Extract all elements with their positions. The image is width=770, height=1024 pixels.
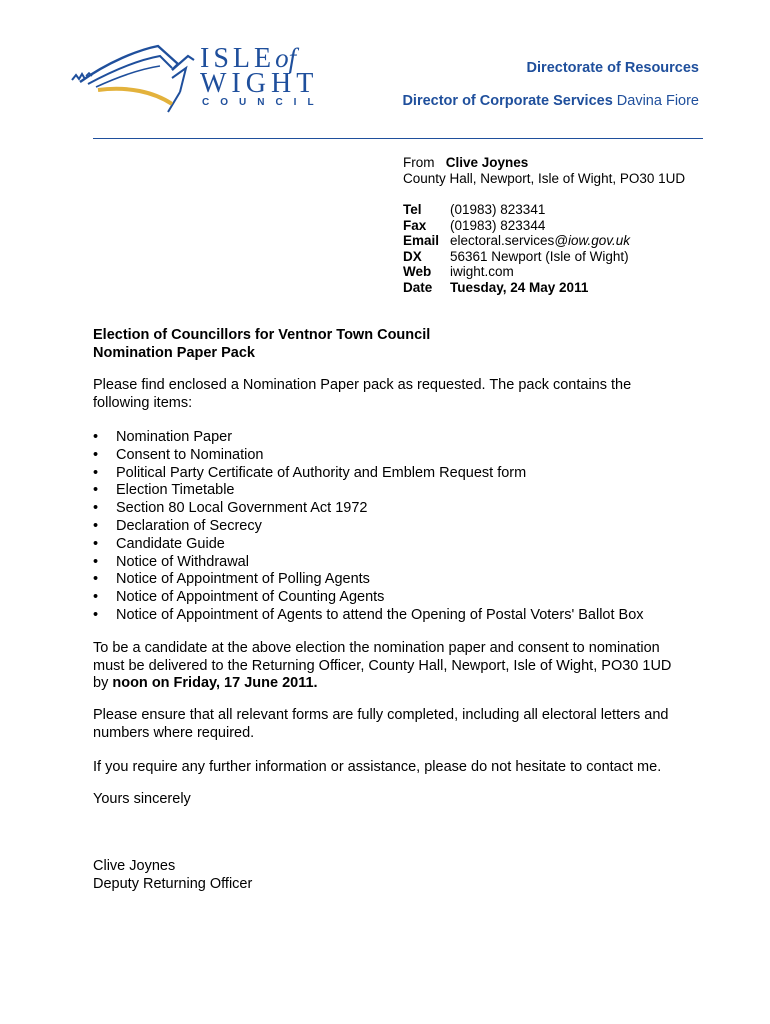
list-item: • Notice of Withdrawal xyxy=(93,553,249,570)
list-item: • Political Party Certificate of Authority and Emblem Request form xyxy=(93,464,527,481)
sender-name: Clive Joynes xyxy=(445,155,529,170)
list-item: • Candidate Guide xyxy=(93,535,225,552)
web-link[interactable]: iwight.com xyxy=(450,264,514,279)
sender-address: County Hall, Newport, Isle of Wight, PO30 1UD xyxy=(403,171,686,186)
signatory-name: Clive Joynes xyxy=(93,858,176,874)
letter-date: Tuesday, 24 May 2011 xyxy=(450,279,589,295)
director-name: Davina Fiore xyxy=(616,93,699,109)
list-item: • Notice of Appointment of Agents to attend the Opening of Postal Voters' Ballot Box xyxy=(93,606,644,623)
list-item: • Notice of Appointment of Counting Agents xyxy=(93,589,385,606)
contact-row-email: Email electoral.services@iow.gov.uk xyxy=(403,233,631,248)
directorate-heading: Directorate of Resources xyxy=(526,60,699,76)
email-link[interactable]: electoral.services@iow.gov.uk xyxy=(450,233,631,248)
list-item: • Consent to Nomination xyxy=(93,446,264,463)
contact-row-date: Date Tuesday, 24 May 2011 xyxy=(403,280,630,296)
logo-text-council: COUNCIL xyxy=(202,97,325,108)
contact-row-dx: DX 56361 Newport (Isle of Wight) xyxy=(403,248,629,264)
logo-text-wight: WIGHT xyxy=(200,68,319,99)
contact-row-tel: Tel (01983) 823341 xyxy=(403,202,546,217)
closing-salutation: Yours sincerely xyxy=(93,791,191,807)
enclosed-items-list xyxy=(93,429,723,625)
deadline-paragraph: To be a candidate at the above election the nomination paper and consent to nomination must be delivered to the Returning Officer, County Hall, Newport, Isle of Wight, PO30 1UD by noon on Friday, 17 June 2011. xyxy=(93,640,672,691)
list-item: • Nomination Paper xyxy=(93,429,233,445)
logo-text-isle-of: ISLEof xyxy=(200,43,297,74)
contact-row-fax: Fax (01983) 823344 xyxy=(403,217,546,233)
director-line xyxy=(402,93,699,109)
signature-block xyxy=(93,858,723,893)
from-label: From xyxy=(403,155,435,170)
assistance-paragraph: If you require any further information or assistance, please do not hesitate to contact me. xyxy=(93,759,662,775)
list-item: • Election Timetable xyxy=(93,482,235,499)
director-title: Director of Corporate Services xyxy=(402,93,613,109)
letter-subject: Election of Councillors for Ventnor Town Council Nomination Paper Pack xyxy=(93,327,431,361)
sender-block xyxy=(403,155,685,187)
list-item: • Section 80 Local Government Act 1972 xyxy=(93,500,368,517)
list-item: • Declaration of Secrecy xyxy=(93,517,262,534)
contact-row-web: Web iwight.com xyxy=(403,264,630,280)
council-logo xyxy=(68,42,325,116)
intro-paragraph: Please find enclosed a Nomination Paper pack as requested. The pack contains the following items: xyxy=(93,377,632,411)
list-item: • Notice of Appointment of Polling Agents xyxy=(93,571,370,588)
forms-paragraph: Please ensure that all relevant forms are fully completed, including all electoral letters and numbers where required. xyxy=(93,707,669,741)
contact-details xyxy=(403,202,630,295)
deadline-date: noon on Friday, 17 June 2011. xyxy=(112,675,318,691)
isle-of-wight-swan-wave-icon xyxy=(68,42,198,116)
signatory-title: Deputy Returning Officer xyxy=(93,875,253,892)
header-divider xyxy=(93,138,703,139)
